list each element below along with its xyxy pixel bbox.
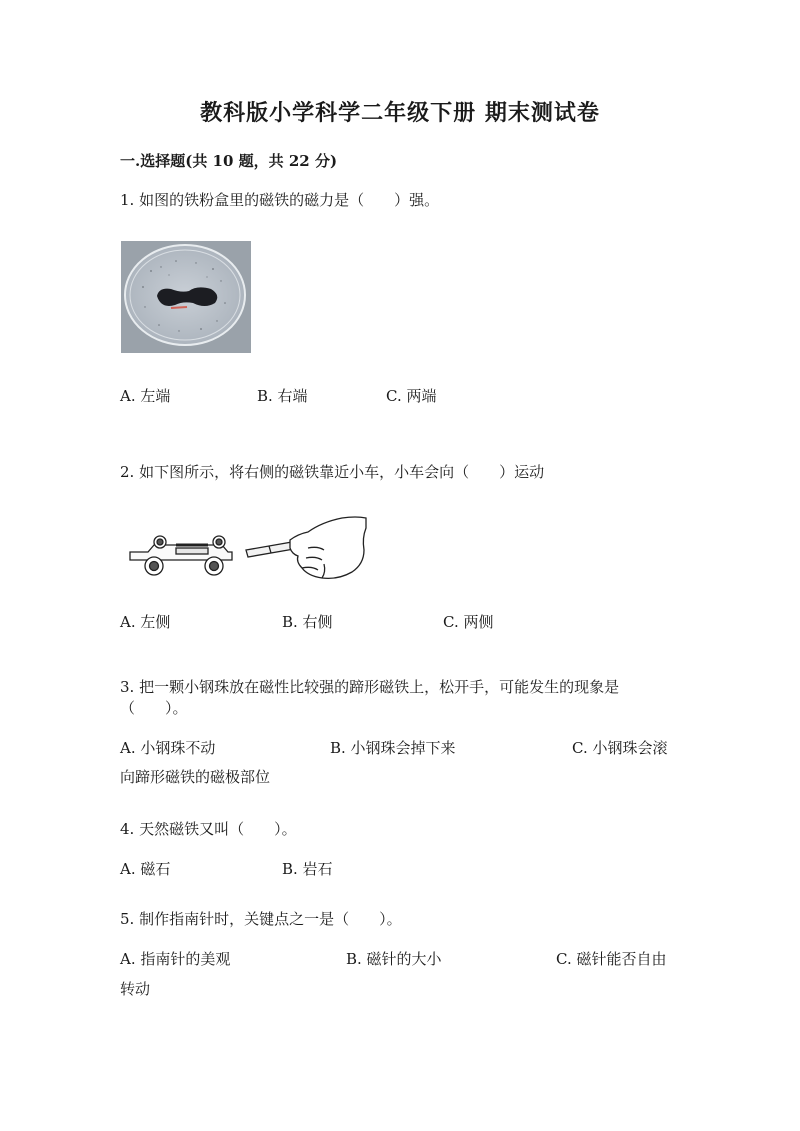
iron-filings-magnet-photo [121, 241, 251, 353]
question-1-option-c: C. 两端 [386, 387, 437, 405]
question-5-stem: 5. 制作指南针时，关键点之一是（ ）。 [120, 910, 402, 928]
question-2-option-a: A. 左侧 [120, 613, 171, 631]
question-5-option-a: A. 指南针的美观 [120, 950, 231, 968]
question-3-option-a: A. 小钢珠不动 [120, 739, 216, 757]
question-5-option-b: B. 磁针的大小 [346, 950, 442, 968]
question-1-option-b: B. 右端 [257, 387, 308, 405]
question-1-option-a: A. 左端 [120, 387, 171, 405]
question-2-stem: 2. 如下图所示，将右侧的磁铁靠近小车，小车会向（ ）运动 [120, 463, 545, 481]
question-5-option-c-continued: 转动 [120, 980, 151, 998]
question-2-option-b: B. 右侧 [282, 613, 333, 631]
question-4-stem: 4. 天然磁铁又叫（ ）。 [120, 820, 297, 838]
question-3-option-c: C. 小钢珠会滚 [572, 739, 668, 757]
question-1-stem: 1. 如图的铁粉盒里的磁铁的磁力是（ ）强。 [120, 191, 440, 209]
question-3-stem-line-1: 3. 把一颗小钢珠放在磁性比较强的蹄形磁铁上，松开手，可能发生的现象是 [120, 678, 620, 696]
question-3-option-b: B. 小钢珠会掉下来 [330, 739, 456, 757]
question-2-option-c: C. 两侧 [443, 613, 494, 631]
question-3-stem-line-2: （ ）。 [120, 699, 188, 717]
question-4-option-b: B. 岩石 [282, 860, 333, 878]
page-title: 教科版小学科学二年级下册 期末测试卷 [200, 100, 600, 126]
question-5-option-c: C. 磁针能否自由 [556, 950, 667, 968]
question-3-option-c-continued: 向蹄形磁铁的磁极部位 [120, 768, 271, 786]
toy-car-and-magnet-illustration [126, 512, 376, 584]
section-heading: 一.选择题(共 10 题，共 22 分) [120, 152, 338, 170]
question-4-option-a: A. 磁石 [120, 860, 171, 878]
